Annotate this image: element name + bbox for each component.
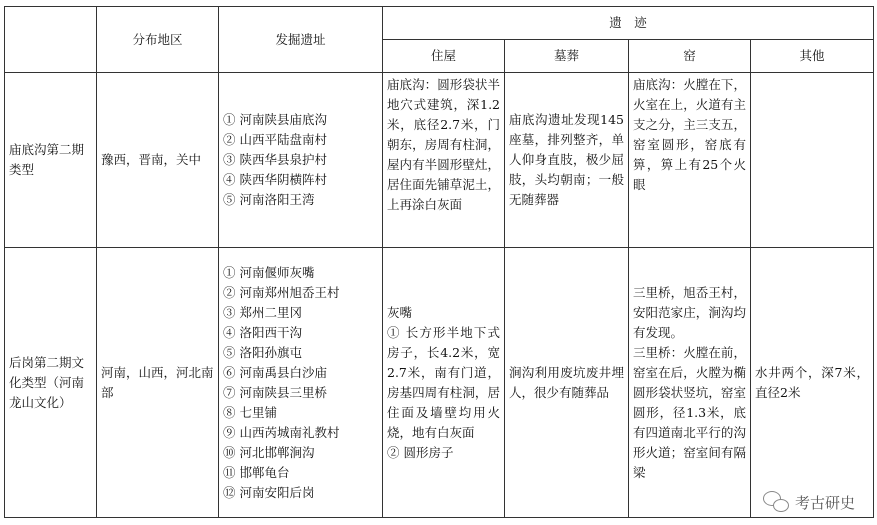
- site-item: ⑧ 七里铺: [223, 404, 277, 420]
- housing-line: ① 长方形半地下式房子，长4.2米，宽2.7米，南有门道，房基四周有柱洞，居住面及墙壁均用火烧，地有白灰面: [387, 324, 500, 440]
- site-item: ② 河南郑州旭岙王村: [223, 284, 340, 300]
- site-item: ⑤ 河南洛阳王湾: [223, 192, 315, 207]
- site-item: ③ 陕西华县泉护村: [223, 152, 327, 167]
- row-housing: 庙底沟：圆形袋状半地穴式建筑，深1.2米，底径2.7米，门朝东，房周有柱洞，屋内有半圆形壁灶，居住面先铺草泥土，上再涂白灰面: [383, 73, 505, 248]
- row-housing: [383, 248, 505, 518]
- kiln-line: 三里桥：火膛在前，窑室在后，火膛为椭圆形袋状竖坑，窑室圆形，径1.3米，底有四道南北平行的沟形火道；窑室间有隔梁: [633, 344, 746, 480]
- row-other: 水井两个，深7米，直径2米: [751, 248, 874, 518]
- row-type: 庙底沟第二期类型: [5, 73, 97, 248]
- row-burial: 涧沟利用废坑废井埋人，很少有随葬品: [505, 248, 629, 518]
- site-item: ⑨ 山西芮城南礼教村: [223, 424, 340, 440]
- row-burial: 庙底沟遗址发现145座墓，排列整齐，单人仰身直肢，极少屈肢，头均朝南；一般无随葬器: [505, 73, 629, 248]
- site-item: ⑤ 洛阳孙旗屯: [223, 344, 302, 360]
- header-remains: 遗 迹: [383, 7, 874, 40]
- site-item: ⑫ 河南安阳后岗: [223, 484, 315, 500]
- site-item: ② 山西平陆盘南村: [223, 132, 327, 147]
- site-item: ④ 洛阳西干沟: [223, 324, 302, 340]
- site-item: ⑥ 河南禹县白沙庙: [223, 364, 327, 380]
- archaeology-table: [4, 6, 874, 518]
- header-burial: 墓葬: [505, 40, 629, 73]
- site-item: ⑪ 邯郸龟台: [223, 464, 290, 480]
- row-region: 河南，山西，河北南部: [97, 248, 219, 518]
- header-kiln: 窑: [629, 40, 751, 73]
- site-item: ③ 郑州二里冈: [223, 304, 302, 320]
- site-item: ⑦ 河南陕县三里桥: [223, 384, 327, 400]
- header-other: 其他: [751, 40, 874, 73]
- row-other: [751, 73, 874, 248]
- row-type: 后岗第二期文化类型（河南龙山文化）: [5, 248, 97, 518]
- header-housing: 住屋: [383, 40, 505, 73]
- row-sites: [219, 73, 383, 248]
- watermark-text: 考古研史: [794, 493, 855, 512]
- header-sites: 发掘遗址: [219, 7, 383, 73]
- header-region: 分布地区: [97, 7, 219, 73]
- row-region: 豫西，晋南，关中: [97, 73, 219, 248]
- header-blank: [5, 7, 97, 73]
- site-item: ⑩ 河北邯郸涧沟: [223, 444, 315, 460]
- watermark: [763, 491, 855, 513]
- site-item: ① 河南陕县庙底沟: [223, 112, 327, 127]
- wechat-icon: [763, 491, 789, 513]
- row-sites: [219, 248, 383, 518]
- site-item: ④ 陕西华阴横阵村: [223, 172, 327, 187]
- housing-line: 灰嘴: [387, 304, 413, 320]
- kiln-line: 三里桥，旭岙王村，安阳范家庄，涧沟均有发现。: [633, 284, 746, 340]
- housing-line: ② 圆形房子: [387, 444, 454, 460]
- table-row: [5, 73, 874, 248]
- table-row: [5, 248, 874, 518]
- row-kiln: 庙底沟：火膛在下，火室在上，火道有主支之分，主三支五，窑室圆形，窑底有箅，箅上有25个火眼: [629, 73, 751, 248]
- row-kiln: [629, 248, 751, 518]
- site-item: ① 河南偃师灰嘴: [223, 264, 315, 280]
